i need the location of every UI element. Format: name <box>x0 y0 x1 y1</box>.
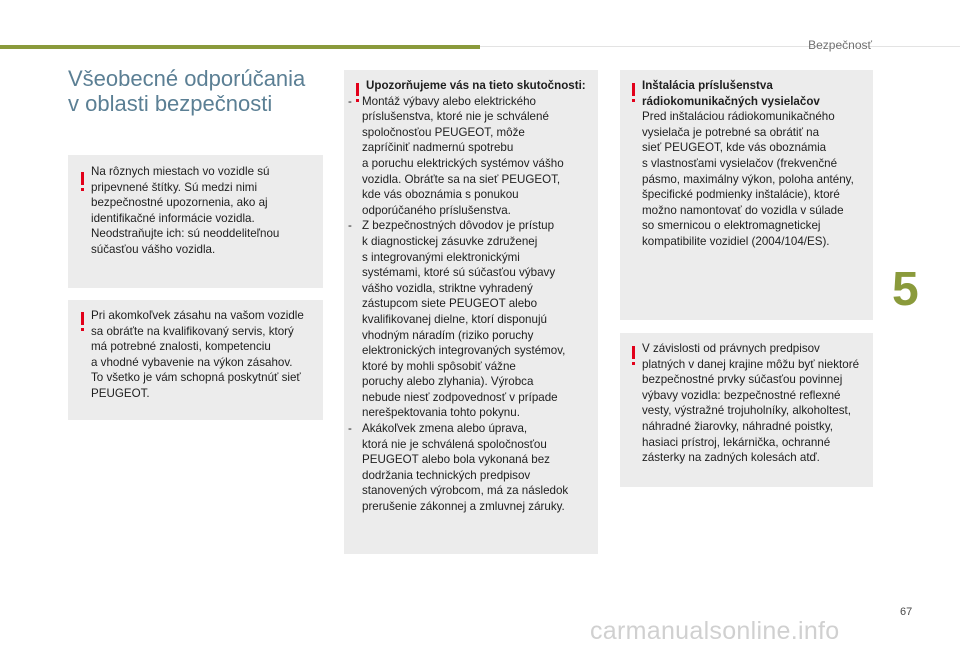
warning-box-text <box>91 308 304 402</box>
text-line: pásmo, maximálny výkon, poloha antény, <box>642 172 854 186</box>
header-rule <box>480 46 960 47</box>
text-line: zástupcom siete PEUGEOT alebo <box>362 297 538 311</box>
page-title-line-1: Všeobecné odporúčania <box>68 66 306 91</box>
text-line: spoločnosťou PEUGEOT, môže <box>362 125 525 139</box>
text-line: kompatibilite vozidiel (2004/104/ES). <box>642 234 830 248</box>
text-line: zásterky na zadných kolesách atď. <box>642 451 820 465</box>
page-title-line-2: v oblasti bezpečnosti <box>68 91 273 116</box>
text-line: špecifické podmienky inštalácie), ktoré <box>642 188 840 202</box>
page-number: 67 <box>900 606 913 618</box>
text-line: s vlastnosťami vysielačov (frekvenčné <box>642 156 838 170</box>
text-line: náhradné žiarovky, náhradné poistky, <box>642 419 833 433</box>
warning-box-text <box>91 164 279 258</box>
text-line: súčasťou vášho vozidla. <box>91 242 216 256</box>
text-line: odporúčaného príslušenstva. <box>362 203 511 217</box>
radio-heading: Inštalácia príslušenstva <box>642 79 773 92</box>
text-line: - Z bezpečnostných dôvodov je prístup <box>362 219 555 233</box>
text-line: s integrovanými elektronickými <box>362 250 520 264</box>
text-line: kvalifikovanej dielne, ktorí disponujú <box>362 312 547 326</box>
watermark: carmanualsonline.info <box>590 617 840 645</box>
text-line: vášho vozidla, striktne vyhradený <box>362 281 533 295</box>
text-line: poruchy alebo zlyhania). Výrobca <box>362 375 534 389</box>
text-line: PEUGEOT. <box>91 386 150 400</box>
text-line: so smernicou o elektromagnetickej <box>642 219 821 233</box>
warning-box-radio-transmitters <box>620 70 873 320</box>
text-line: stanovených výrobcom, má za následok <box>362 484 569 498</box>
list-item <box>346 94 596 219</box>
text-line: vhodným náradím (riziko poruchy <box>362 328 534 342</box>
section-label: Bezpečnosť <box>808 38 872 52</box>
radio-heading: rádiokomunikačných vysielačov <box>642 94 820 108</box>
text-line: hasiaci prístroj, lekárnička, ochranné <box>642 435 831 449</box>
text-line: bezpečnostné prvky súčasťou povinnej <box>642 373 843 387</box>
text-line: Na rôznych miestach vo vozidle sú <box>91 165 270 178</box>
text-line: bezpečnostné upozornenia, ako aj <box>91 196 268 210</box>
warning-box-text <box>362 78 596 515</box>
chapter-number: 5 <box>892 263 919 316</box>
text-line: a poruchu elektrických systémov vášho <box>362 156 564 170</box>
text-line: vesty, výstražné trojuholníky, alkoholtest, <box>642 404 851 418</box>
text-line: možno namontovať do vozidla v súlade <box>642 203 844 217</box>
text-line: Neodstraňujte ich: sú neoddeliteľnou <box>91 227 280 241</box>
text-line: - Akákoľvek zmena alebo úprava, <box>362 422 528 436</box>
text-line: príslušenstva, ktoré nie je schválené <box>362 110 549 124</box>
warning-box-text <box>642 341 859 466</box>
warning-box-labels <box>68 155 323 288</box>
text-line: k diagnostickej zásuvke združenej <box>362 234 538 248</box>
text-line: - Montáž výbavy alebo elektrického <box>362 94 536 108</box>
text-line: nerešpektovania tohto pokynu. <box>362 406 520 420</box>
warning-box-mandatory-equipment <box>620 333 873 487</box>
text-line: výbavy vozidla: bezpečnostné reflexné <box>642 388 841 402</box>
notice-list <box>346 94 596 515</box>
text-line: kde vás oboznámia s ponukou <box>362 188 519 202</box>
notice-heading: Upozorňujeme vás na tieto skutočnosti: <box>366 79 586 92</box>
text-line: má potrebné znalosti, kompetenciu <box>91 340 271 354</box>
text-line: vozidla. Obráťte sa na sieť PEUGEOT, <box>362 172 561 186</box>
text-line: To všetko je vám schopná poskytnúť sieť <box>91 371 301 385</box>
text-line: platných v danej krajine môžu byť niektoré <box>642 357 860 371</box>
text-line: sieť PEUGEOT, kde vás oboznámia <box>642 141 827 155</box>
text-line: PEUGEOT alebo bola vykonaná bez <box>362 453 550 467</box>
text-line: systémami, ktoré sú súčasťou výbavy <box>362 266 556 280</box>
text-line: zapríčiniť nadmernú spotrebu <box>362 141 514 155</box>
header-accent-bar <box>0 45 480 49</box>
text-line: Pred inštaláciou rádiokomunikačného <box>642 110 835 124</box>
text-line: ktoré by mohli spôsobiť vážne <box>362 359 516 373</box>
text-line: sa obráťte na kvalifikovaný servis, ktorý <box>91 324 294 338</box>
warning-box-notice <box>344 70 598 554</box>
list-item <box>346 218 596 421</box>
text-line: nebude niesť zodpovednosť v prípade <box>362 390 558 404</box>
text-line: ktorá nie je schválená spoločnosťou <box>362 437 547 451</box>
warning-box-service <box>68 300 323 420</box>
text-line: Pri akomkoľvek zásahu na vašom vozidle <box>91 309 304 322</box>
text-line: identifikačné informácie vozidla. <box>91 211 255 225</box>
warning-box-text <box>642 78 854 250</box>
page-title <box>68 66 305 116</box>
text-line: prerušenie zákonnej a zmluvnej záruky. <box>362 500 565 514</box>
text-line: elektronických integrovaných systémov, <box>362 344 566 358</box>
text-line: a vhodné vybavenie na výkon zásahov. <box>91 355 293 369</box>
text-line: V závislosti od právnych predpisov <box>642 342 820 355</box>
list-item <box>346 421 596 515</box>
text-line: pripevnené štítky. Sú medzi nimi <box>91 180 258 194</box>
text-line: dodržania technických predpisov <box>362 468 531 482</box>
text-line: vysielača je potrebné sa obrátiť na <box>642 125 820 139</box>
